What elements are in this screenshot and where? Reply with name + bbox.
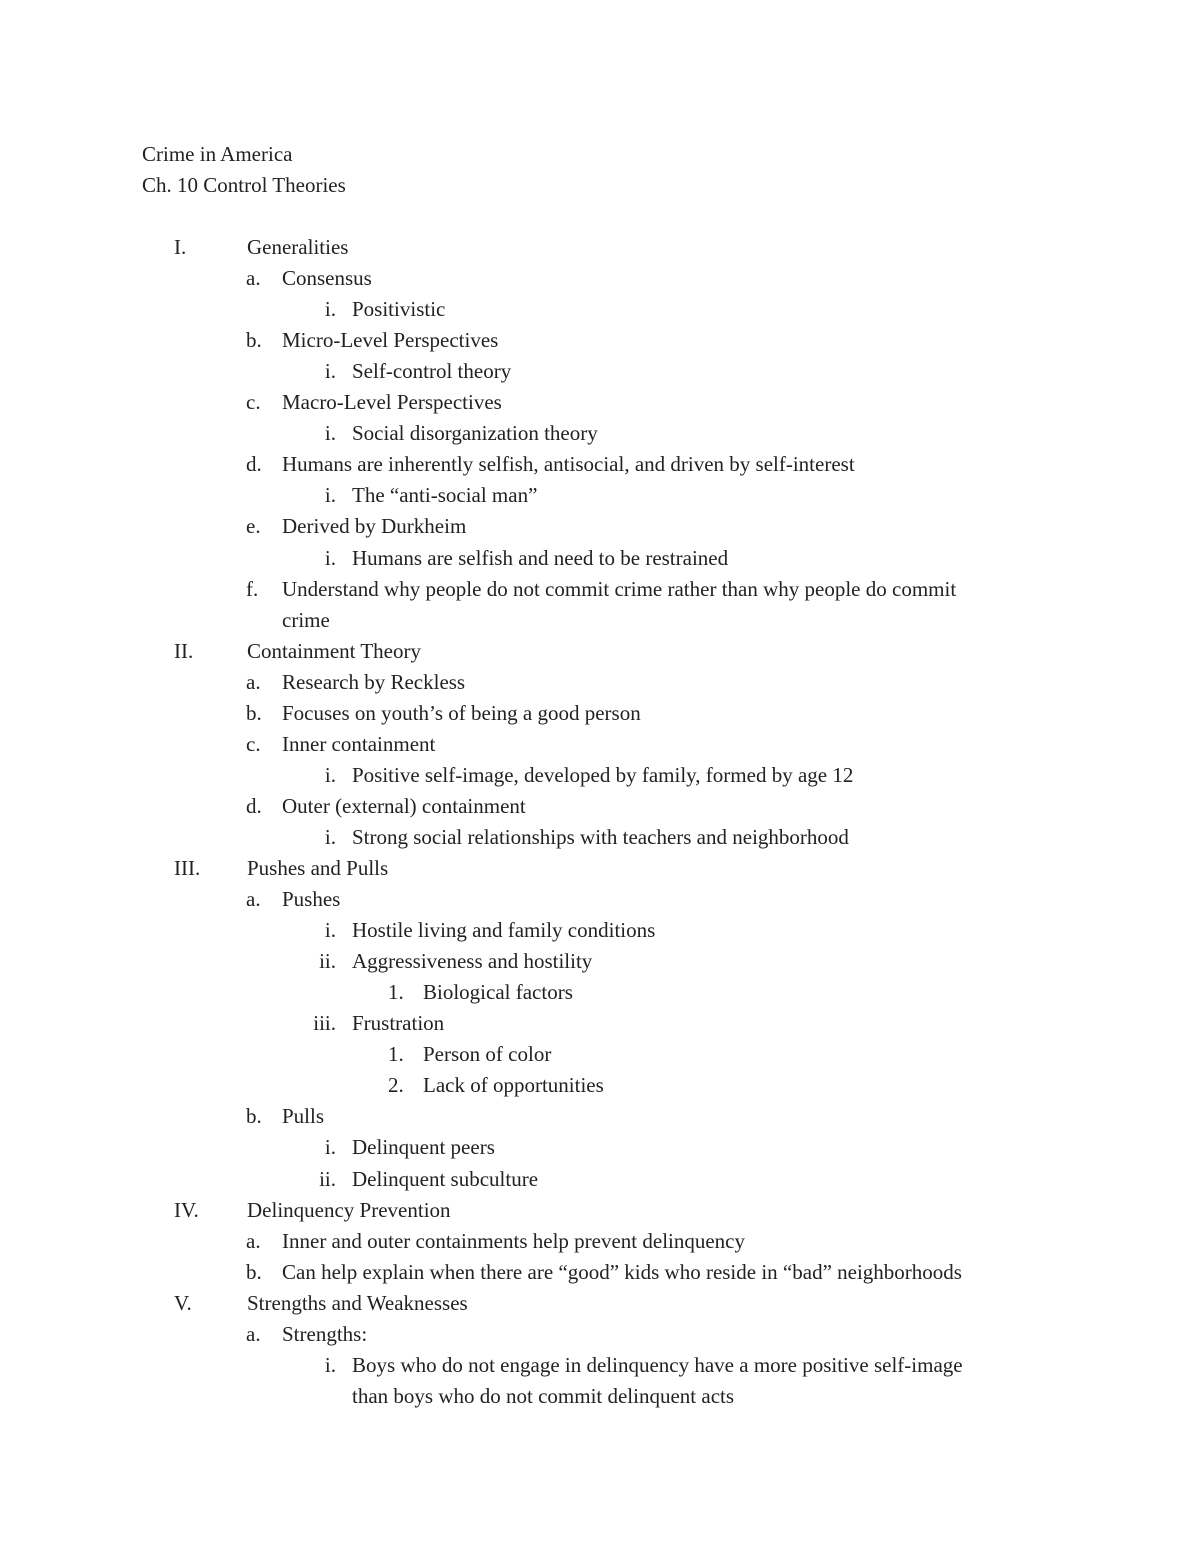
outline-text: Consensus xyxy=(282,266,372,291)
outline-text: Focuses on youth’s of being a good person xyxy=(282,700,641,725)
outline-item xyxy=(0,732,1200,763)
outline-marker: d. xyxy=(246,452,262,477)
outline-text: Strengths: xyxy=(282,1321,368,1346)
outline-marker: e. xyxy=(246,514,261,539)
outline-marker: c. xyxy=(246,731,261,756)
outline-text: Delinquent peers xyxy=(352,1135,495,1160)
chapter-title: Ch. 10 Control Theories xyxy=(142,173,346,197)
outline-item xyxy=(0,297,1200,328)
outline-item xyxy=(0,794,1200,825)
outline-marker: b. xyxy=(246,1104,262,1129)
outline-item xyxy=(0,608,1200,639)
outline-item xyxy=(0,235,1200,266)
outline-marker: b. xyxy=(246,328,262,353)
outline-item xyxy=(0,701,1200,732)
outline-marker: V. xyxy=(174,1290,192,1315)
outline-item xyxy=(0,577,1200,608)
outline-text: Delinquent subculture xyxy=(352,1166,539,1191)
outline-item xyxy=(0,452,1200,483)
outline-item xyxy=(0,546,1200,577)
outline-marker: i. xyxy=(324,297,336,322)
outline-text: Hostile living and family conditions xyxy=(352,918,656,943)
outline-text: Research by Reckless xyxy=(282,669,466,694)
outline-text: Strengths and Weaknesses xyxy=(247,1290,468,1315)
outline-marker: i. xyxy=(324,421,336,446)
outline-item xyxy=(0,763,1200,794)
outline-marker: f. xyxy=(246,576,259,601)
outline-marker: i. xyxy=(324,824,336,849)
outline-item xyxy=(0,1229,1200,1260)
outline-text: Person of color xyxy=(423,1042,552,1067)
outline-item xyxy=(0,1353,1200,1384)
outline-text: Humans are inherently selfish, antisocial, and driven by self-interest xyxy=(282,452,855,477)
outline-item xyxy=(0,918,1200,949)
outline-item xyxy=(0,887,1200,918)
outline-text: Positivistic xyxy=(352,297,446,322)
outline-text: Derived by Durkheim xyxy=(282,514,467,539)
outline-marker: a. xyxy=(246,1321,261,1346)
outline-text: Inner and outer containments help prevent delinquency xyxy=(282,1228,746,1253)
outline-item xyxy=(0,1198,1200,1229)
outline-text: Inner containment xyxy=(282,731,436,756)
outline-marker: i. xyxy=(324,483,336,508)
outline-item xyxy=(0,639,1200,670)
outline-text: than boys who do not commit delinquent acts xyxy=(352,1383,735,1408)
outline-text: Generalities xyxy=(247,235,349,259)
outline-marker: iii. xyxy=(313,1011,336,1036)
outline-item xyxy=(0,1260,1200,1291)
outline-item xyxy=(0,421,1200,452)
outline-text: Containment Theory xyxy=(247,638,421,663)
outline-text: Biological factors xyxy=(423,980,573,1005)
outline-marker: i. xyxy=(324,545,336,570)
outline-marker: i. xyxy=(324,918,336,943)
outline-marker: a. xyxy=(246,266,261,291)
outline-text: Delinquency Prevention xyxy=(247,1197,451,1222)
outline-text: Pulls xyxy=(282,1104,325,1129)
outline-item xyxy=(0,670,1200,701)
outline-item xyxy=(0,1104,1200,1135)
outline-item xyxy=(0,1167,1200,1198)
outline-item xyxy=(0,1073,1200,1104)
outline-marker: a. xyxy=(246,1228,261,1253)
outline-item xyxy=(0,328,1200,359)
outline-item xyxy=(0,1322,1200,1353)
outline-text: crime xyxy=(282,607,330,632)
outline-marker: II. xyxy=(174,638,194,663)
outline-item xyxy=(0,980,1200,1011)
outline-marker: 1. xyxy=(388,1042,404,1067)
outline-text: Aggressiveness and hostility xyxy=(352,949,593,974)
outline-marker: c. xyxy=(246,390,261,415)
outline-marker: i. xyxy=(324,359,336,384)
outline-text: Positive self-image, developed by family, formed by age 12 xyxy=(352,762,854,787)
outline-marker: ii. xyxy=(319,1166,336,1191)
outline-item xyxy=(0,1135,1200,1166)
outline-text: Self-control theory xyxy=(352,359,512,384)
outline-item xyxy=(0,949,1200,980)
outline-text: Frustration xyxy=(352,1011,445,1036)
outline-marker: i. xyxy=(324,1135,336,1160)
outline-text: The “anti-social man” xyxy=(352,483,538,508)
outline-item xyxy=(0,1042,1200,1073)
outline-marker: d. xyxy=(246,793,262,818)
outline-item xyxy=(0,390,1200,421)
outline-marker: b. xyxy=(246,1259,262,1284)
outline-marker: i. xyxy=(324,762,336,787)
outline-text: Strong social relationships with teachers and neighborhood xyxy=(352,824,849,849)
outline-marker: ii. xyxy=(319,949,336,974)
outline-item xyxy=(0,514,1200,545)
outline-text: Can help explain when there are “good” kids who reside in “bad” neighborhoods xyxy=(282,1259,962,1284)
outline-marker: IV. xyxy=(174,1197,199,1222)
outline-marker: 1. xyxy=(388,980,404,1005)
outline-marker: a. xyxy=(246,887,261,912)
outline-text: Humans are selfish and need to be restrained xyxy=(352,545,729,570)
outline-text: Pushes and Pulls xyxy=(247,856,389,880)
outline-item xyxy=(0,359,1200,390)
outline-item xyxy=(0,1291,1200,1322)
outline-marker: III. xyxy=(174,856,201,880)
outline-item xyxy=(0,483,1200,514)
outline-item xyxy=(0,1384,1200,1415)
outline-text: Lack of opportunities xyxy=(423,1073,604,1098)
outline-text: Boys who do not engage in delinquency have a more positive self-image xyxy=(352,1352,963,1377)
outline-marker: 2. xyxy=(388,1073,404,1098)
outline-marker: i. xyxy=(324,1352,336,1377)
outline-item xyxy=(0,1011,1200,1042)
outline-text: Understand why people do not commit crime rather than why people do commit xyxy=(282,576,957,601)
outline-text: Macro-Level Perspectives xyxy=(282,390,502,415)
outline-marker: I. xyxy=(174,235,187,259)
outline-item xyxy=(0,266,1200,297)
outline-item xyxy=(0,825,1200,856)
course-title: Crime in America xyxy=(142,142,293,166)
outline-text: Outer (external) containment xyxy=(282,793,526,818)
outline-text: Pushes xyxy=(282,887,341,912)
outline-marker: b. xyxy=(246,700,262,725)
outline-marker: a. xyxy=(246,669,261,694)
outline-text: Social disorganization theory xyxy=(352,421,598,446)
outline-item xyxy=(0,856,1200,887)
outline-text: Micro-Level Perspectives xyxy=(282,328,499,353)
